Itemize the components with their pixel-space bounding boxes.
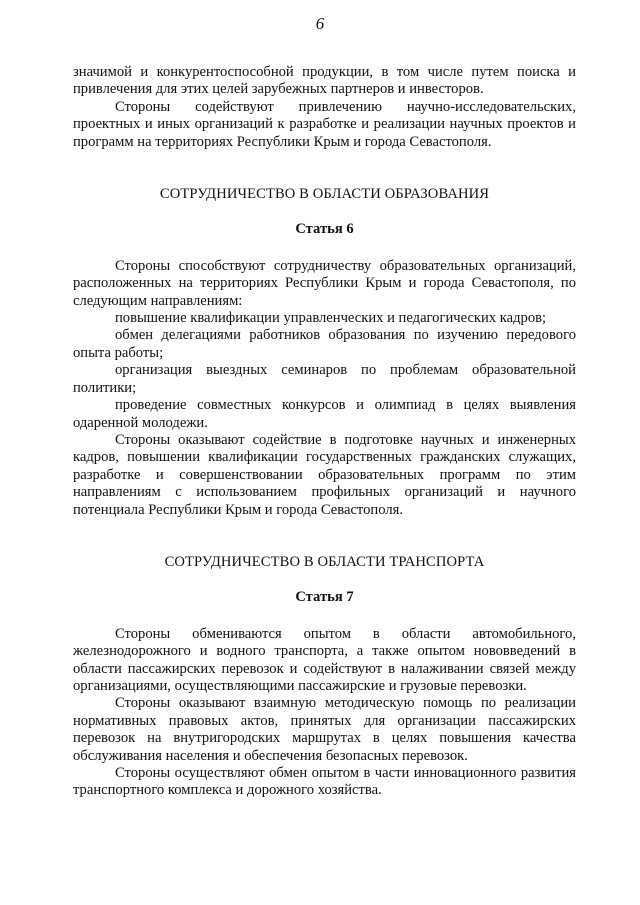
article-title-6: Статья 6 <box>295 221 354 238</box>
education-list-item: проведение совместных конкурсов и олимпиад в целях выявления одаренной молодежи. <box>73 397 576 431</box>
intro-paragraph-2: Стороны содействуют привлечению научно-исследовательских, проектных и иных организаций к разработке и реализации научных проектов и программ на территориях Республики Крым и города Севастополя. <box>73 98 576 150</box>
document-body <box>73 64 576 800</box>
intro-paragraph-1: значимой и конкурентоспособной продукции, в том числе путем поиска и привлечения для этих целей зарубежных партнеров и инвесторов. <box>73 64 576 98</box>
article-title-7: Статья 7 <box>295 589 354 606</box>
transport-paragraph-1: Стороны обмениваются опытом в области автомобильного, железнодорожного и водного транспорта, а также опытом нововведений в области пассажирских перевозок и содействуют в налаживании связей между организациями, осуществляющими пассажирские и грузовые перевозки. <box>73 625 576 694</box>
education-list-item: обмен делегациями работников образования по изучению передового опыта работы; <box>73 327 576 361</box>
education-list-item: организация выездных семинаров по проблемам образовательной политики; <box>73 362 576 396</box>
education-paragraph-2: Стороны оказывают содействие в подготовке научных и инженерных кадров, повышении квалификации государственных гражданских служащих, разработке и совершенствовании образовательных программ по этим направлениям с использованием профильных организаций и научного потенциала Республики Крым и города Севастополя. <box>73 431 576 518</box>
section-heading-transport: СОТРУДНИЧЕСТВО В ОБЛАСТИ ТРАНСПОРТА <box>164 553 485 570</box>
section-heading-education: СОТРУДНИЧЕСТВО В ОБЛАСТИ ОБРАЗОВАНИЯ <box>159 186 490 203</box>
education-list-item: повышение квалификации управленческих и педагогических кадров; <box>115 310 547 327</box>
education-paragraph-1: Стороны способствуют сотрудничеству образовательных организаций, расположенных на территориях Республики Крым и города Севастополя, по следующим направлениям: <box>73 257 576 309</box>
transport-paragraph-3: Стороны осуществляют обмен опытом в части инновационного развития транспортного комплекса и дорожного хозяйства. <box>73 765 576 799</box>
transport-paragraph-2: Стороны оказывают взаимную методическую помощь по реализации нормативных правовых актов, принятых для организации пассажирских перевозок на внутригородских маршрутах в целях повышения качества обслуживания населения и обеспечения безопасных перевозок. <box>73 695 576 764</box>
page-number: 6 <box>315 14 325 33</box>
